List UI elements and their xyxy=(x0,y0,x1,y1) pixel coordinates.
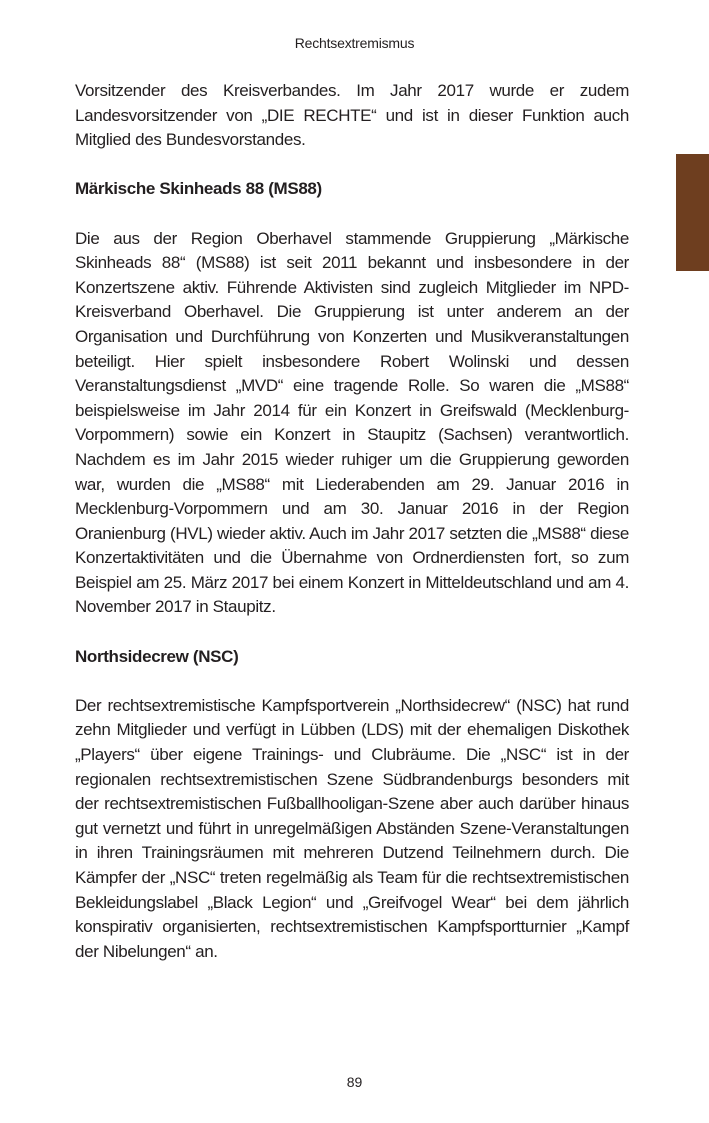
intro-paragraph: Vorsitzender des Kreisverbandes. Im Jahr 2017 wurde er zudem Landesvorsitzender von „DIE RECHTE“ und ist in dieser Funktion auch Mitglied des Bundesvorstandes. xyxy=(75,81,629,150)
running-header-title: Rechtsextremismus xyxy=(294,35,415,51)
paragraph-gap xyxy=(75,620,629,645)
paragraph-gap xyxy=(75,202,629,227)
page-body xyxy=(75,79,629,964)
section-heading-ms88: Märkische Skinheads 88 (MS88) xyxy=(75,179,322,199)
section-paragraph-nsc: Der rechtsextremistische Kampfsportverein „Northsidecrew“ (NSC) hat rund zehn Mitglieder und verfügt in Lübben (LDS) mit der ehemaligen Diskothek „Players“ über eigene Trainings- und Clubräume. Die „NSC“ ist in der regionalen rechtsextremistischen Szene Südbrandenburgs besonders mit der rechtsextremistischen Fußballhooligan-Szene aber auch darüber hinaus gut vernetzt und führt in unregelmäßigen Abständen Szene-Veranstaltungen in ihren Trainingsräumen mit mehreren Dutzend Teilnehmern durch. Die Kämpfer der „NSC“ treten regelmäßig als Team für die rechtsextremistischen Bekleidungslabel „Black Legion“ und „Greifvogel Wear“ bei dem jährlich konspirativ organisierten, rechtsextremistischen Kampfsportturnier „Kampf der Nibelungen“ an. xyxy=(75,695,629,961)
chapter-thumb-tab xyxy=(676,154,709,271)
section-heading-nsc: Northsidecrew (NSC) xyxy=(75,646,239,666)
page-number: 89 xyxy=(346,1074,363,1090)
section-paragraph-ms88: Die aus der Region Oberhavel stammende Gruppierung „Märkische Skinheads 88“ (MS88) ist seit 2011 bekannt und insbesondere in der Konzertszene aktiv. Führende Aktivisten sind zugleich Mitglieder im NPD-Kreisverband Oberhavel. Die Gruppierung ist unter anderem an der Organisation und Durchführung von Konzerten und Musikveranstaltungen beteiligt. Hier spielt insbesondere Robert Wolinski und dessen Veranstaltungsdienst „MVD“ eine tragende Rolle. So waren die „MS88“ beispielsweise im Jahr 2014 für ein Konzert in Greifswald (Mecklenburg-Vorpommern) sowie ein Konzert in Staupitz (Sachsen) verantwortlich. Nachdem es im Jahr 2015 wieder ruhiger um die Gruppierung geworden war, wurden die „MS88“ mit Liederabenden am 29. Januar 2016 in Mecklenburg-Vorpommern und am 30. Januar 2016 in der Region Oranienburg (HVL) wieder aktiv. Auch im Jahr 2017 setzten die „MS88“ diese Konzertaktivitäten und die Übernahme von Ordnerdiensten fort, so zum Beispiel am 25. März 2017 bei einem Konzert in Mitteldeutschland und am 4. November 2017 in Staupitz. xyxy=(75,228,629,617)
paragraph-gap xyxy=(75,153,629,178)
paragraph-gap xyxy=(75,669,629,694)
